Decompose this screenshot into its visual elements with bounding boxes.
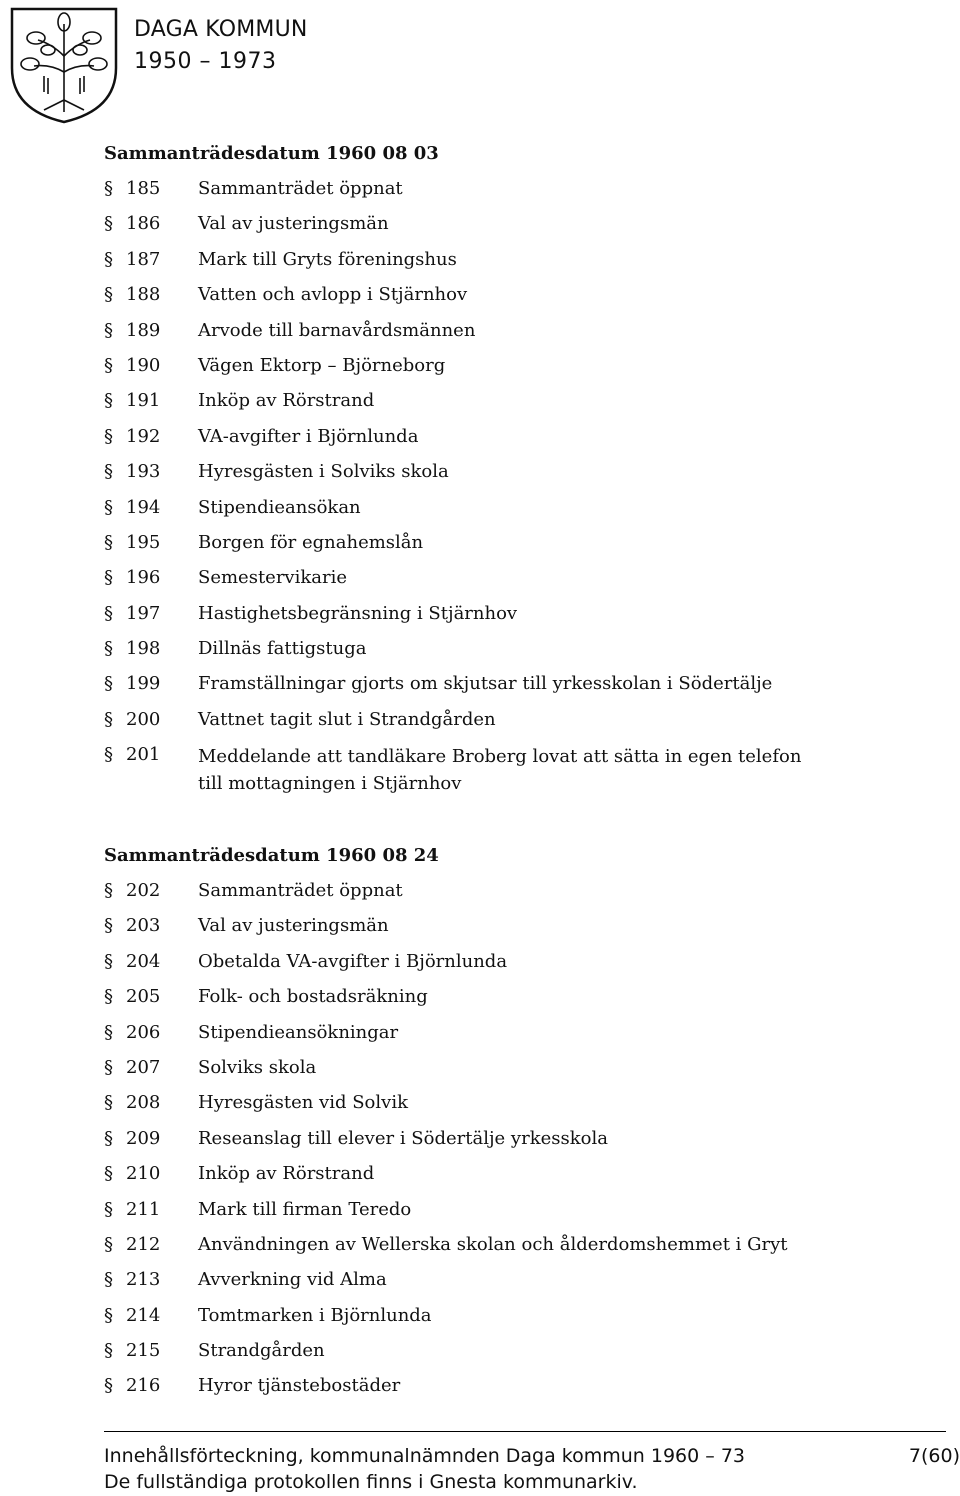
item-text: Vatten och avlopp i Stjärnhov [198,284,468,306]
agenda-item [104,1304,924,1328]
agenda-item [104,212,924,236]
item-number: 210 [126,1163,161,1185]
section-sign: § [104,178,113,199]
meeting-date-heading: Sammanträdesdatum 1960 08 24 [104,845,439,866]
item-number: 193 [126,461,161,483]
agenda-item [104,1091,924,1115]
item-text: Sammanträdet öppnat [198,880,403,901]
section-sign: § [104,1304,113,1326]
section-sign: § [104,1021,113,1043]
section-sign: § [104,986,113,1008]
agenda-item [104,389,924,413]
item-text: Vägen Ektorp – Björneborg [198,354,446,376]
item-number: 203 [126,915,161,937]
footer-archive-note: De fullständiga protokollen finns i Gnesta kommunarkiv. [104,1471,638,1493]
section-sign: § [104,248,113,270]
section-sign: § [104,1127,113,1149]
agenda-item [104,319,924,343]
agenda-item [104,1233,924,1257]
item-text: Val av justeringsmän [198,915,389,937]
item-text: Inköp av Rörstrand [198,390,375,412]
section-sign: § [104,425,113,447]
item-text: Strandgården [198,1340,325,1362]
section-sign: § [104,1198,113,1220]
item-number: 199 [126,673,161,695]
item-number: 185 [126,178,161,199]
item-number: 186 [126,213,161,235]
section-sign: § [104,1375,113,1397]
item-number: 195 [126,531,161,553]
item-number: 216 [126,1375,161,1397]
item-text: Val av justeringsmän [198,213,389,235]
section-sign: § [104,880,113,901]
agenda-item [104,531,924,555]
meeting-section-2 [104,844,924,1410]
footer-divider [104,1431,946,1432]
item-text: Sammanträdet öppnat [198,178,403,199]
agenda-item [104,708,924,732]
section-sign: § [104,567,113,589]
section-sign: § [104,638,113,660]
section-sign: § [104,1163,113,1185]
item-text: Mark till Gryts föreningshus [198,248,457,270]
agenda-item [104,496,924,520]
item-text: Hyresgästen vid Solvik [198,1092,408,1114]
section-sign: § [104,915,113,937]
item-text: Meddelande att tandläkare Broberg lovat att sätta in egen telefon till mottagningen i Stjärnhov [198,746,802,795]
item-number: 194 [126,496,161,518]
agenda-item [104,460,924,484]
item-number: 212 [126,1233,161,1255]
meeting-section-1 [104,142,924,809]
agenda-item [104,354,924,378]
section-sign: § [104,1269,113,1291]
agenda-item [104,743,814,797]
item-text: Vattnet tagit slut i Strandgården [198,708,496,730]
item-number: 191 [126,390,161,412]
section-sign: § [104,213,113,235]
agenda-item [104,879,924,903]
item-text: Stipendieansökan [198,496,361,518]
item-text: Dillnäs fattigstuga [198,638,367,660]
item-text: Reseanslag till elever i Södertälje yrkesskola [198,1127,608,1149]
section-sign: § [104,1056,113,1078]
agenda-item [104,1198,924,1222]
item-number: 200 [126,708,161,730]
section-sign: § [104,1233,113,1255]
item-number: 190 [126,354,161,376]
item-number: 189 [126,319,161,341]
item-number: 198 [126,638,161,660]
meeting-date-heading: Sammanträdesdatum 1960 08 03 [104,143,439,164]
agenda-item [104,1339,924,1363]
item-number: 215 [126,1340,161,1362]
section-sign: § [104,390,113,412]
item-number: 207 [126,1056,161,1078]
footer-document-title: Innehållsförteckning, kommunalnämnden Daga kommun 1960 – 73 [104,1445,745,1467]
section-sign: § [104,496,113,518]
item-number: 192 [126,425,161,447]
item-number: 209 [126,1127,161,1149]
item-number: 206 [126,1021,161,1043]
item-number: 201 [126,744,161,766]
item-text: Arvode till barnavårdsmännen [198,319,476,341]
item-number: 214 [126,1304,161,1326]
item-number: 202 [126,880,161,901]
agenda-item [104,985,924,1009]
item-text: Hyror tjänstebostäder [198,1375,401,1397]
item-number: 204 [126,950,161,972]
item-text: Mark till firman Teredo [198,1198,412,1220]
item-number: 188 [126,284,161,306]
agenda-item [104,602,924,626]
section-sign: § [104,602,113,624]
agenda-item [104,425,924,449]
section-sign: § [104,354,113,376]
item-number: 197 [126,602,161,624]
section-sign: § [104,950,113,972]
agenda-item [104,177,924,201]
item-text: Hastighetsbegränsning i Stjärnhov [198,602,518,624]
item-number: 187 [126,248,161,270]
municipality-title: DAGA KOMMUN [134,17,308,42]
agenda-item [104,637,924,661]
item-number: 213 [126,1269,161,1291]
agenda-item [104,283,924,307]
agenda-item [104,672,924,696]
item-text: Semestervikarie [198,567,348,589]
section-sign: § [104,319,113,341]
agenda-item [104,1268,924,1292]
agenda-item [104,1056,924,1080]
section-sign: § [104,673,113,695]
item-text: Avverkning vid Alma [198,1269,387,1291]
agenda-item [104,1374,924,1398]
item-text: Inköp av Rörstrand [198,1163,375,1185]
section-sign: § [104,531,113,553]
item-text: Borgen för egnahemslån [198,531,424,553]
agenda-item [104,248,924,272]
agenda-item [104,1162,924,1186]
section-sign: § [104,708,113,730]
item-text: VA-avgifter i Björnlunda [198,425,419,447]
item-text: Hyresgästen i Solviks skola [198,461,449,483]
agenda-item [104,1127,924,1151]
section-sign: § [104,1092,113,1114]
agenda-item [104,566,924,590]
item-text: Solviks skola [198,1056,317,1078]
item-number: 208 [126,1092,161,1114]
item-text: Användningen av Wellerska skolan och ålderdomshemmet i Gryt [198,1233,788,1255]
agenda-item [104,950,924,974]
item-number: 205 [126,986,161,1008]
item-text: Folk- och bostadsräkning [198,986,428,1008]
page-number: 7(60) [908,1445,960,1467]
section-sign: § [104,1340,113,1362]
municipality-years: 1950 – 1973 [134,49,277,74]
item-text: Stipendieansökningar [198,1021,399,1043]
item-text: Tomtmarken i Björnlunda [198,1304,432,1326]
item-text: Obetalda VA-avgifter i Björnlunda [198,950,508,972]
section-sign: § [104,284,113,306]
item-number: 211 [126,1198,161,1220]
item-number: 196 [126,567,161,589]
coat-of-arms-logo-icon [8,6,120,124]
section-sign: § [104,744,113,766]
agenda-item [104,914,924,938]
section-sign: § [104,461,113,483]
item-text: Framställningar gjorts om skjutsar till yrkesskolan i Södertälje [198,673,773,695]
agenda-item [104,1021,924,1045]
